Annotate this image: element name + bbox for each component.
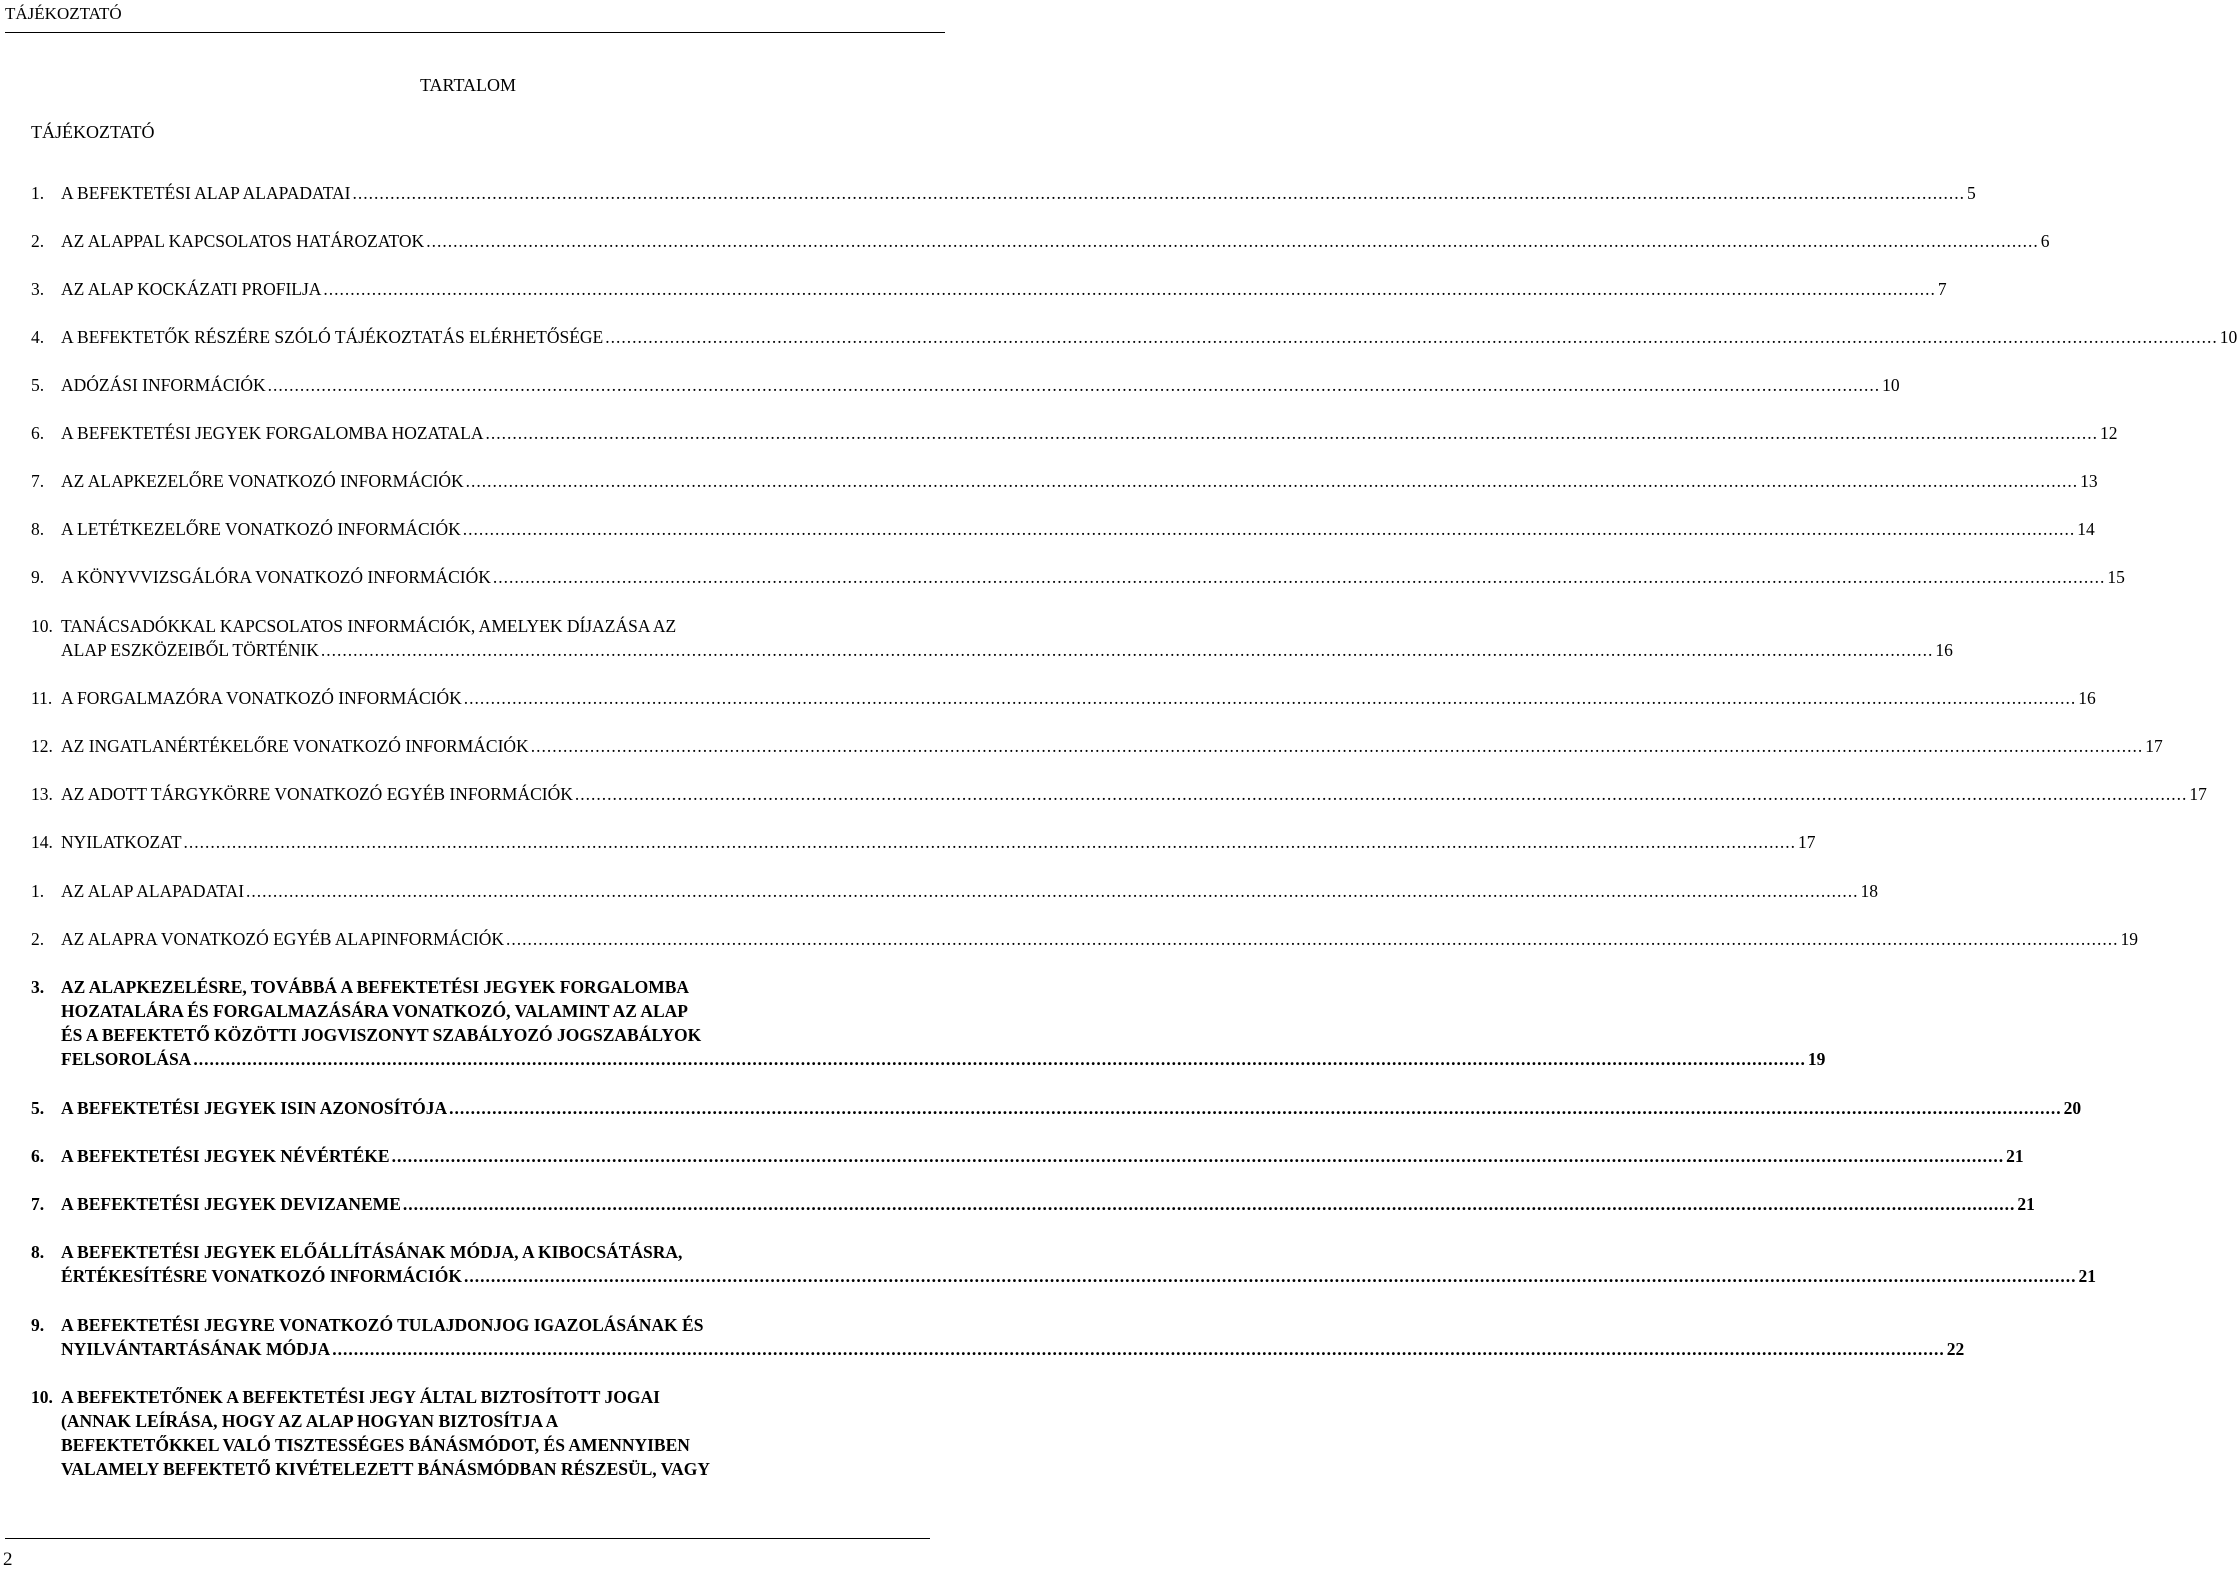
toc-entry-number: 11. <box>31 688 53 708</box>
toc-entry-line <box>61 229 2050 253</box>
dot-leader: ............................................................................................................................................................................................................................................................................................................ <box>462 519 2076 539</box>
toc-page-number: 19 <box>1807 1049 1826 1069</box>
toc-entry-title <box>61 1192 2035 1216</box>
toc-entry-number: 7. <box>31 471 45 491</box>
toc-entry-title <box>61 469 2098 493</box>
toc-entry-text: AZ ALAPKEZELŐRE VONATKOZÓ INFORMÁCIÓK <box>61 471 464 491</box>
toc-entry-number: 2. <box>31 231 45 251</box>
toc-entry-title <box>61 229 2050 253</box>
toc-entry-number: 2. <box>31 929 45 949</box>
toc-entry-line <box>61 734 2163 758</box>
toc-entry-text: A LETÉTKEZELŐRE VONATKOZÓ INFORMÁCIÓK <box>61 519 461 539</box>
toc-entry-number: 8. <box>31 519 45 539</box>
dot-leader: ............................................................................................................................................................................................................................................................................................................ <box>320 640 1934 660</box>
toc-entry-text: A BEFEKTETÉSI ALAP ALAPADATAI <box>61 183 351 203</box>
dot-leader: ............................................................................................................................................................................................................................................................................................................ <box>463 688 2077 708</box>
toc-entry-title <box>61 1240 2096 1288</box>
toc-entry-text: AZ ALAP KOCKÁZATI PROFILJA <box>61 279 322 299</box>
dot-leader: ............................................................................................................................................................................................................................................................................................................ <box>183 832 1797 852</box>
toc-entry-text: A BEFEKTETÉSI JEGYEK ISIN AZONOSÍTÓJA <box>61 1098 448 1118</box>
toc-entry-title <box>61 782 2207 806</box>
toc-entry-title <box>61 517 2095 541</box>
toc-page-number: 5 <box>1966 183 1976 203</box>
toc-entry-line <box>61 181 1976 205</box>
toc-page-number: 10 <box>1882 375 1900 395</box>
toc-page-number: 19 <box>2120 929 2139 949</box>
toc-entry-title <box>61 1096 2082 1120</box>
toc-title: TARTALOM <box>419 75 517 95</box>
toc-page-number: 17 <box>1798 832 1816 852</box>
toc-entry-text: ÉRTÉKESÍTÉSRE VONATKOZÓ INFORMÁCIÓK <box>61 1266 462 1286</box>
toc-entry-text: A KÖNYVVIZSGÁLÓRA VONATKOZÓ INFORMÁCIÓK <box>61 567 491 587</box>
dot-leader: ............................................................................................................................................................................................................................................................................................................ <box>465 471 2079 491</box>
toc-entry-title <box>61 1313 1965 1361</box>
toc-entry-title <box>61 975 1826 1071</box>
toc-entry-text: ADÓZÁSI INFORMÁCIÓK <box>61 375 266 395</box>
dot-leader: ............................................................................................................................................................................................................................................................................................................ <box>463 1266 2077 1286</box>
dot-leader: ............................................................................................................................................................................................................................................................................................................ <box>605 327 2218 347</box>
dot-leader: ............................................................................................................................................................................................................................................................................................................ <box>332 1339 1945 1359</box>
toc-entry-title <box>61 830 1816 854</box>
toc-entry-line <box>61 1264 2096 1288</box>
toc-entry-text: A BEFEKTETÉSI JEGYEK ELŐÁLLÍTÁSÁNAK MÓDJA, A KIBOCSÁTÁSRA, <box>61 1242 683 1262</box>
toc-page-number: 13 <box>2080 471 2098 491</box>
toc-page-number: 10 <box>2219 327 2237 347</box>
toc-entry-text: NYILATKOZAT <box>61 832 182 852</box>
toc-entry-text: TANÁCSADÓKKAL KAPCSOLATOS INFORMÁCIÓK, AMELYEK DÍJAZÁSA AZ <box>61 616 677 636</box>
dot-leader: ............................................................................................................................................................................................................................................................................................................ <box>193 1049 1806 1069</box>
dot-leader: ............................................................................................................................................................................................................................................................................................................ <box>352 183 1965 203</box>
toc-entry-title <box>61 325 2237 349</box>
toc-entry-title <box>61 686 2096 710</box>
toc-entry-number: 10. <box>31 1387 53 1407</box>
toc-entry-text: ALAP ESZKÖZEIBŐL TÖRTÉNIK <box>61 640 319 660</box>
toc-page-number: 21 <box>2017 1194 2035 1214</box>
toc-page-number: 15 <box>2107 567 2125 587</box>
toc-entry-line <box>61 565 2125 589</box>
toc-entry-text: A BEFEKTETÉSI JEGYEK FORGALOMBA HOZATALA <box>61 423 484 443</box>
dot-leader: ............................................................................................................................................................................................................................................................................................................ <box>485 423 2098 443</box>
toc-entry-number: 10. <box>31 616 53 636</box>
toc-entry-number: 5. <box>31 1098 45 1118</box>
toc-page-number: 21 <box>2078 1266 2096 1286</box>
dot-leader: ............................................................................................................................................................................................................................................................................................................ <box>449 1098 2062 1118</box>
dot-leader: ............................................................................................................................................................................................................................................................................................................ <box>506 929 2119 949</box>
toc-entry-text: NYILVÁNTARTÁSÁNAK MÓDJA <box>61 1339 331 1359</box>
toc-entry-title <box>61 927 2139 951</box>
page-number: 2 <box>3 1549 13 1570</box>
toc-entry-text: ÉS A BEFEKTETŐ KÖZÖTTI JOGVISZONYT SZABÁLYOZÓ JOGSZABÁLYOK <box>61 1025 702 1045</box>
toc-entry-number: 12. <box>31 736 53 756</box>
toc-entry-line <box>61 1047 1826 1071</box>
toc-entry-line <box>61 1337 1965 1361</box>
toc-entry-title <box>61 1385 951 1481</box>
toc-entry-line <box>61 686 2096 710</box>
toc-entry-line <box>61 373 1900 397</box>
toc-entry-title <box>61 277 1947 301</box>
dot-leader: ............................................................................................................................................................................................................................................................................................................ <box>323 279 1936 299</box>
toc-entry-number: 1. <box>31 183 45 203</box>
toc-entry-line <box>61 1096 2082 1120</box>
toc-entry-text: A BEFEKTETŐNEK A BEFEKTETÉSI JEGY ÁLTAL BIZTOSÍTOTT JOGAI <box>61 1387 660 1407</box>
toc-entry-text: A BEFEKTETÉSI JEGYEK DEVIZANEME <box>61 1194 401 1214</box>
toc-entry-title <box>61 181 1976 205</box>
toc-entry-line <box>61 927 2139 951</box>
toc-entry-title <box>61 614 1953 662</box>
toc-page-number: 20 <box>2063 1098 2082 1118</box>
toc-entry-line <box>61 517 2095 541</box>
toc-page-number: 18 <box>1860 881 1879 901</box>
footer-divider <box>5 1538 930 1539</box>
toc-page-number: 17 <box>2189 784 2207 804</box>
toc-entry-text: A BEFEKTETŐK RÉSZÉRE SZÓLÓ TÁJÉKOZTATÁS ELÉRHETŐSÉGE <box>61 327 604 347</box>
toc-entry-number: 5. <box>31 375 45 395</box>
toc-entry-text: AZ ALAP ALAPADATAI <box>61 881 245 901</box>
toc-entry-title <box>61 565 2125 589</box>
toc-entry-text: AZ ALAPKEZELÉSRE, TOVÁBBÁ A BEFEKTETÉSI JEGYEK FORGALOMBA <box>61 977 690 997</box>
toc-entry-number: 7. <box>31 1194 45 1214</box>
header-divider <box>5 32 945 33</box>
toc-page-number: 16 <box>2078 688 2096 708</box>
toc-page-number: 22 <box>1946 1339 1965 1359</box>
toc-entry-line <box>61 277 1947 301</box>
toc-entry-text: HOZATALÁRA ÉS FORGALMAZÁSÁRA VONATKOZÓ, VALAMINT AZ ALAP <box>61 1001 689 1021</box>
toc-entry-line <box>61 469 2098 493</box>
toc-entry-text: A FORGALMAZÓRA VONATKOZÓ INFORMÁCIÓK <box>61 688 462 708</box>
toc-entry-number: 6. <box>31 1146 45 1166</box>
toc-entry-line <box>61 782 2207 806</box>
toc-entry-number: 3. <box>31 977 45 997</box>
toc-page-number: 16 <box>1935 640 1953 660</box>
toc-entry-line <box>61 325 2237 349</box>
document-title: TÁJÉKOZTATÓ <box>31 122 155 142</box>
toc-entry-line <box>61 830 1816 854</box>
toc-entry-title <box>61 373 1900 397</box>
toc-entry-text: AZ ADOTT TÁRGYKÖRRE VONATKOZÓ EGYÉB INFORMÁCIÓK <box>61 784 573 804</box>
dot-leader: ............................................................................................................................................................................................................................................................................................................ <box>492 567 2106 587</box>
dot-leader: ............................................................................................................................................................................................................................................................................................................ <box>574 784 2188 804</box>
toc-entry-number: 6. <box>31 423 45 443</box>
toc-entry-line <box>61 421 2118 445</box>
toc-page-number: 6 <box>2040 231 2050 251</box>
toc-entry-line <box>61 1144 2024 1168</box>
toc-entry-number: 13. <box>31 784 53 804</box>
toc-entry-title <box>61 1144 2024 1168</box>
dot-leader: ............................................................................................................................................................................................................................................................................................................ <box>402 1194 2016 1214</box>
toc-entry-text: AZ ALAPPAL KAPCSOLATOS HATÁROZATOK <box>61 231 425 251</box>
toc-entry-line <box>61 638 1953 662</box>
toc-entry-text: VALAMELY BEFEKTETŐ KIVÉTELEZETT BÁNÁSMÓDBAN RÉSZESÜL, VAGY <box>61 1459 710 1479</box>
running-header: TÁJÉKOZTATÓ <box>5 4 122 23</box>
toc-entry-text: AZ ALAPRA VONATKOZÓ EGYÉB ALAPINFORMÁCIÓK <box>61 929 505 949</box>
toc-entry-text: FELSOROLÁSA <box>61 1049 192 1069</box>
toc-entry-number: 9. <box>31 567 45 587</box>
toc-entry-number: 14. <box>31 832 53 852</box>
toc-entry-number: 1. <box>31 881 45 901</box>
toc-entry-number: 3. <box>31 279 45 299</box>
toc-page-number: 14 <box>2077 519 2095 539</box>
dot-leader: ............................................................................................................................................................................................................................................................................................................ <box>391 1146 2005 1166</box>
toc-entry-number: 8. <box>31 1242 45 1262</box>
dot-leader: ............................................................................................................................................................................................................................................................................................................ <box>426 231 2039 251</box>
toc-entry-text: BEFEKTETŐKKEL VALÓ TISZTESSÉGES BÁNÁSMÓDOT, ÉS AMENNYIBEN <box>61 1435 690 1455</box>
dot-leader: ............................................................................................................................................................................................................................................................................................................ <box>530 736 2144 756</box>
toc-entry-number: 4. <box>31 327 45 347</box>
dot-leader: ............................................................................................................................................................................................................................................................................................................ <box>246 881 1859 901</box>
toc-entry-line <box>61 1192 2035 1216</box>
toc-entry-line <box>61 879 1879 903</box>
toc-entry-title <box>61 734 2163 758</box>
toc-page-number: 21 <box>2006 1146 2024 1166</box>
toc-entry-text: A BEFEKTETÉSI JEGYRE VONATKOZÓ TULAJDONJOG IGAZOLÁSÁNAK ÉS <box>61 1315 704 1335</box>
dot-leader: ............................................................................................................................................................................................................................................................................................................ <box>267 375 1881 395</box>
toc-entry-title <box>61 879 1879 903</box>
toc-entry-title <box>61 421 2118 445</box>
toc-entry-number: 9. <box>31 1315 45 1335</box>
toc-entry-text: (ANNAK LEÍRÁSA, HOGY AZ ALAP HOGYAN BIZTOSÍTJA A <box>61 1411 559 1431</box>
toc-page-number: 12 <box>2100 423 2118 443</box>
toc-entry-text: AZ INGATLANÉRTÉKELŐRE VONATKOZÓ INFORMÁCIÓK <box>61 736 529 756</box>
toc-page-number: 17 <box>2145 736 2163 756</box>
toc-page-number: 7 <box>1937 279 1947 299</box>
toc-entry-text: A BEFEKTETÉSI JEGYEK NÉVÉRTÉKE <box>61 1146 390 1166</box>
